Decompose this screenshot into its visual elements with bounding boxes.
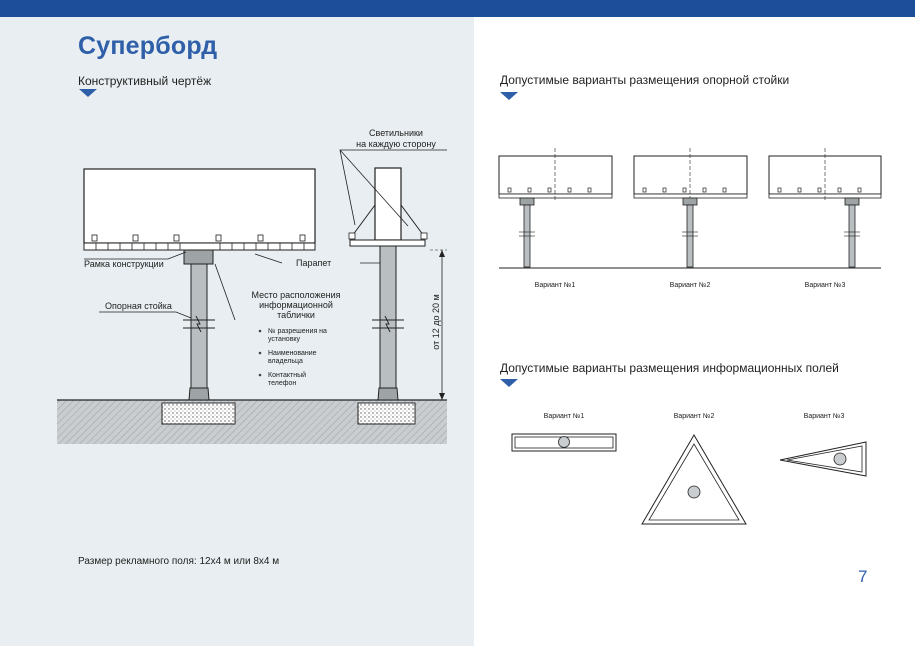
field-variant-3-label: Вариант №3 [803,413,845,420]
support-variant-3-label: Вариант №3 [804,282,846,289]
page-number: 7 [858,567,868,586]
plate-label-line1: Место расположения [251,290,341,300]
support-variant-1 [499,148,612,267]
support-variants-title: Допустимые варианты размещения опорной стойки [500,73,790,87]
billboard-side-view [349,168,427,400]
page-title: Суперборд [78,32,218,60]
support-variant-2-label: Вариант №2 [669,282,711,289]
ad-field-size-note: Размер рекламного поля: 12х4 м или 8х4 м [78,556,280,567]
field-variant-2-label: Вариант №2 [673,413,715,420]
field-variants-title: Допустимые варианты размещения информационных полей [500,361,839,375]
support-variant-2 [634,148,747,267]
billboard-front-view [84,169,315,400]
plate-item-1-line1: № разрешения на [268,328,327,335]
plate-item-3-line2: телефон [268,380,297,387]
foundation-right [358,403,415,424]
support-label: Опорная стойка [105,301,172,311]
field-variant-2-triangle [642,435,746,524]
support-variant-3 [769,148,881,267]
plate-item-1-line2: установку [268,336,301,343]
drawing-subtitle: Конструктивный чертёж [78,74,212,88]
plate-item-3-line1: Контактный [268,372,307,379]
plate-label-line3: таблички [277,310,315,320]
support-variant-1-label: Вариант №1 [534,282,576,289]
height-label: от 12 до 20 м [431,294,441,350]
field-variant-3-wedge [780,442,866,476]
plate-label-line2: информационной [259,300,333,310]
foundation-left [162,403,235,424]
field-variant-1-label: Вариант №1 [543,413,585,420]
frame-label: Рамка конструкции [84,259,164,269]
plate-item-2-line1: Наименование [268,350,317,357]
field-variant-1-bar [512,434,616,451]
plate-item-2-line2: владельца [268,358,303,365]
parapet-label: Парапет [296,258,332,268]
lamps-label-line1: Светильники [369,128,423,138]
lamps-label-line2: на каждую сторону [356,139,436,149]
plate-items-list [259,328,327,387]
